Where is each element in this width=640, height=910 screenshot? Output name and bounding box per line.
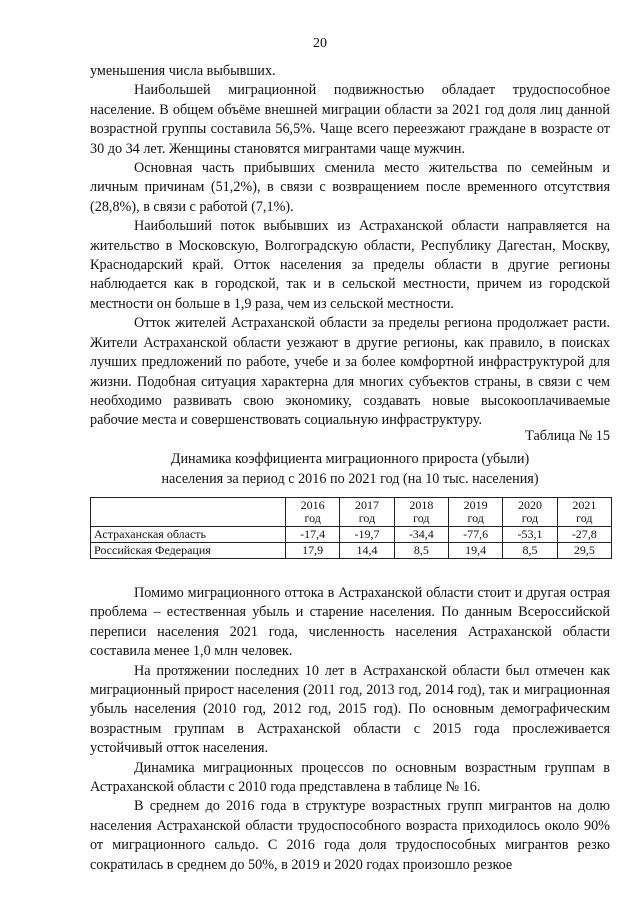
paragraph: Отток жителей Астраханской области за пределы региона продолжает расти. Жители Астраханской области уезжают в другие регионы, как правило, в поисках лучших предложений по работе, учебе и за более комфортной инфраструктурой для жизни. Подобная ситуация характерна для многих субъектов страны, в связи с чем необходимо развивать свою экономику, создавать новые высокооплачиваемые рабочие места и совершенствовать социальную инфраструктуру.	[90, 315, 610, 429]
paragraph: Наибольшей миграционной подвижностью обладает трудоспособное население. В общем объёме внешней миграции области за 2021 год доля лиц данной возрастной группы составила 56,5%. Чаще всего переезжают граждане в возрасте от 30 до 34 лет. Женщины становятся мигрантами чаще мужчин.	[90, 82, 610, 157]
paragraph: Динамика миграционных процессов по основным возрастным группам в Астраханской области с 2010 года представлена в таблице № 16.	[90, 759, 610, 796]
text-block-bottom	[90, 584, 610, 875]
value-cell: -27,8	[557, 527, 611, 543]
paragraph: Основная часть прибывших сменила место жительства по семейным и личным причинам (51,2%), в связи с возвращением после временного отсутствия (28,8%), в связи с работой (7,1%).	[90, 160, 610, 215]
value-cell: 8,5	[503, 543, 557, 559]
table-row	[91, 527, 612, 543]
paragraph: Помимо миграционного оттока в Астраханской области стоит и другая острая проблема – естественная убыль и старение населения. По данным Всероссийской переписи населения 2021 года, численность населения Астраханской области составила менее 1,0 млн человек.	[90, 585, 610, 660]
value-cell: 8,5	[394, 543, 448, 559]
paragraph: На протяжении последних 10 лет в Астраханской области был отмечен как миграционный прирост населения (2011 год, 2013 год, 2014 год), так и миграционная убыль населения (2010 год, 2012 год, 2015 год). По основным демографическим возрастным группам в Астраханской области с 2015 года прослеживается устойчивый отток населения.	[90, 662, 610, 757]
paragraph: уменьшения числа выбывших.	[90, 63, 276, 79]
paragraph: В среднем до 2016 года в структуре возрастных групп мигрантов на долю населения Астраханской области трудоспособного возраста приходилось около 90% от миграционного сальдо. С 2016 года доля трудоспособных мигрантов резко сократилась в среднем до 50%, в 2019 и 2020 годах произошло резкое	[90, 798, 610, 873]
table-caption-line: Динамика коэффициента миграционного прироста (убыли)	[170, 451, 530, 467]
value-cell: 14,4	[340, 543, 394, 559]
value-cell: -34,4	[394, 527, 448, 543]
value-cell: 29,5	[557, 543, 611, 559]
year-header: 2019 год	[448, 498, 502, 527]
value-cell: -17,4	[286, 527, 340, 543]
page-number: 20	[313, 36, 327, 51]
region-cell: Астраханская область	[91, 527, 286, 543]
year-header: 2020 год	[503, 498, 557, 527]
table-header-empty	[91, 498, 286, 527]
text-block-top	[90, 62, 610, 431]
value-cell: 17,9	[286, 543, 340, 559]
region-cell: Российская Федерация	[91, 543, 286, 559]
value-cell: 19,4	[448, 543, 502, 559]
table-row	[91, 543, 612, 559]
table-header-row	[91, 498, 612, 527]
year-header: 2016 год	[286, 498, 340, 527]
migration-table	[90, 497, 612, 559]
year-header: 2021 год	[557, 498, 611, 527]
table-caption-line: населения за период с 2016 по 2021 год (на 10 тыс. населения)	[161, 471, 539, 487]
year-header: 2017 год	[340, 498, 394, 527]
table-caption	[90, 449, 610, 489]
year-header: 2018 год	[394, 498, 448, 527]
table-number: Таблица № 15	[525, 428, 610, 444]
value-cell: -53,1	[503, 527, 557, 543]
value-cell: -19,7	[340, 527, 394, 543]
paragraph: Наибольший поток выбывших из Астраханской области направляется на жительство в Московскую, Волгоградскую области, Республику Дагестан, Москву, Краснодарский край. Отток населения за пределы области в другие регионы наблюдается как в городской, так и в сельской местности, причем из городской местности он больше в 1,9 раза, чем из сельской местности.	[90, 218, 610, 312]
value-cell: -77,6	[448, 527, 502, 543]
